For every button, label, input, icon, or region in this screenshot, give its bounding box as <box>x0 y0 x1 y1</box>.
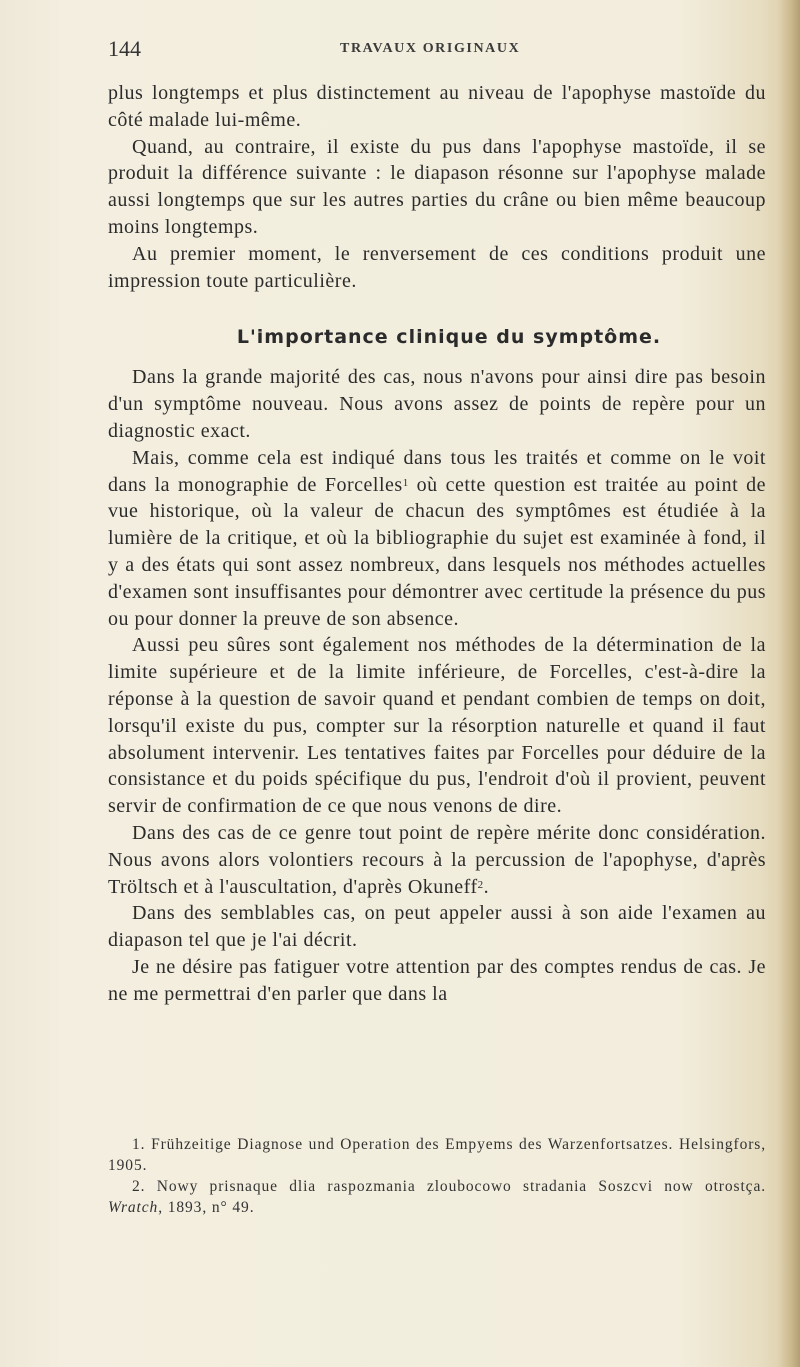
paragraph <box>108 820 766 900</box>
footnote-ref: 2 <box>477 878 484 891</box>
paragraph <box>108 445 766 633</box>
footnote: 1. Frühzeitige Diagnose und Operation des Empyems des Warzenfortsatzes. Helsingfors, 1905. <box>108 1136 766 1174</box>
footnote <box>108 1176 766 1218</box>
paragraph: Quand, au contraire, il existe du pus dans l'apophyse mastoïde, il se produit la différence suivante : le diapason résonne sur l'apophyse malade aussi longtemps que sur les autres parties du crâne ou bien même beaucoup moins longtemps. <box>108 135 766 238</box>
page-number: 144 <box>108 36 141 61</box>
footnotes <box>108 1134 766 1218</box>
journal-title: Wratch <box>108 1199 159 1216</box>
paragraph-text: où cette question est traitée au point de vue historique, où la valeur de chacun des symptômes est étudiée à la lumière de la critique, et où la bibliographie du sujet est examinée à fond, il y a des états qui sont assez nombreux, dans lesquels nos méthodes actuelles d'examen sont insuffisantes pour démontrer avec certitude la présence du pus ou pour donner la preuve de son absence. <box>108 473 766 630</box>
paragraph-text: Mais, comme cela est indiqué dans tous les traités et comme on le voit dans la monographie de Forcelles <box>108 446 766 496</box>
body-text <box>108 80 766 1008</box>
section-heading: L'importance clinique du symptôme. <box>236 326 662 349</box>
paragraph: Dans des semblables cas, on peut appeler aussi à son aide l'examen au diapason tel que je l'ai décrit. <box>108 902 766 952</box>
book-spine-shadow <box>778 0 800 1367</box>
footnote-text: , 1893, n° 49. <box>158 1199 255 1216</box>
paragraph-text: Dans des cas de ce genre tout point de repère mérite donc considération. Nous avons alors volontiers recours à la percussion de l'apophyse, d'après Tröltsch et à l'auscultation, d'après Okuneff <box>108 821 766 898</box>
paragraph-text: . <box>483 875 490 898</box>
paragraph: Je ne désire pas fatiguer votre attention par des comptes rendus de cas. Je ne me permettrai d'en parler que dans la <box>108 955 766 1005</box>
page-header <box>108 36 766 64</box>
paragraph: Au premier moment, le renversement de ces conditions produit une impression toute particulière. <box>108 242 766 292</box>
footnote-text: 2. Nowy prisnaque dlia raspozmania zloubocowo stradania Soszcvi now otrostça. <box>132 1178 766 1195</box>
running-title: TRAVAUX ORIGINAUX <box>340 41 521 56</box>
paragraph: Dans la grande majorité des cas, nous n'avons pour ainsi dire pas besoin d'un symptôme nouveau. Nous avons assez de points de repère pour un diagnostic exact. <box>108 366 766 442</box>
footnote-ref: 1 <box>402 476 409 489</box>
paragraph: Aussi peu sûres sont également nos méthodes de la détermination de la limite supérieure et de la limite inférieure, de Forcelles, c'est-à-dire la réponse à la question de savoir quand et pendant combien de temps on doit, lorsqu'il existe du pus, compter sur la résorption naturelle et quand il faut absolument intervenir. Les tentatives faites par Forcelles pour déduire de la consistance et du poids spécifique du pus, l'endroit d'où il provient, peuvent servir de confirmation de ce que nous venons de dire. <box>108 634 766 818</box>
paragraph: plus longtemps et plus distinctement au niveau de l'apophyse mastoïde du côté malade lui-même. <box>108 82 766 131</box>
